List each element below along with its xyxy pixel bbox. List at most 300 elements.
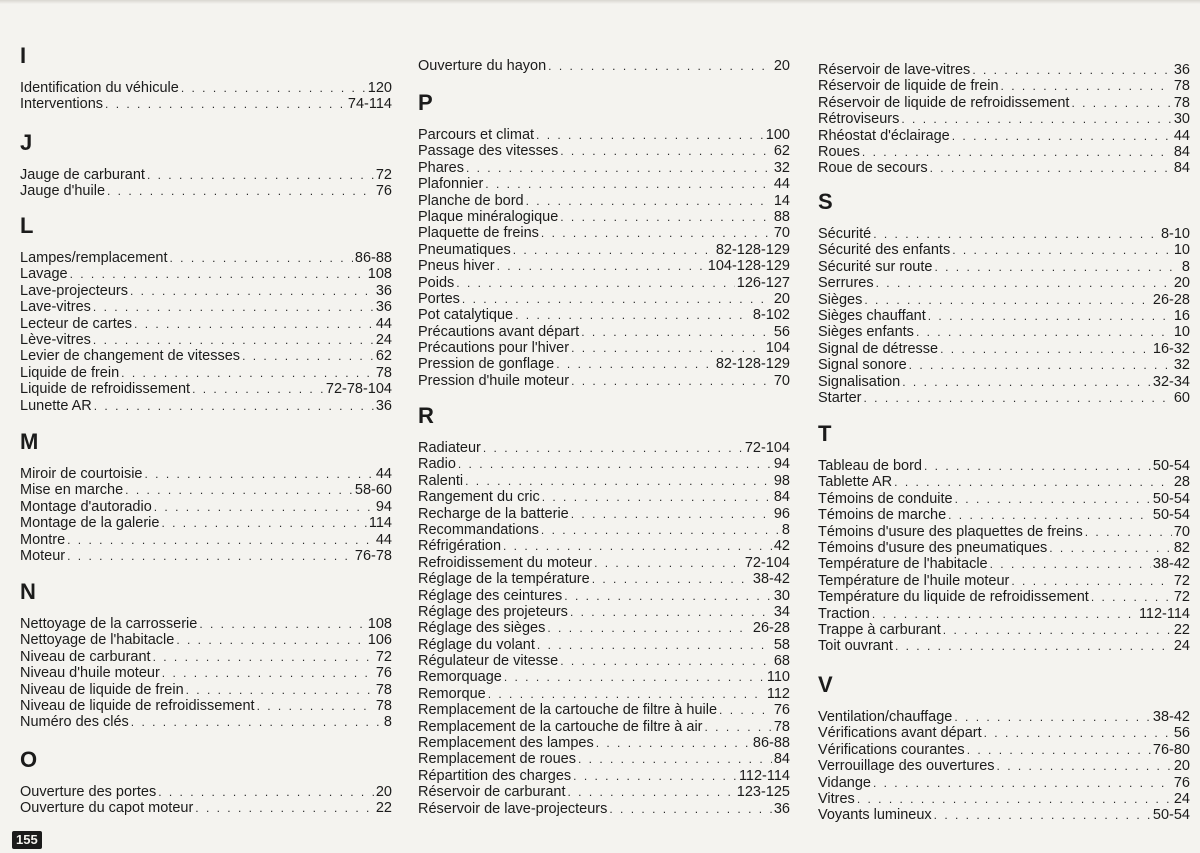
index-entry-term: Température de l'habitacle xyxy=(818,556,988,573)
index-entry-pages: 76-78 xyxy=(354,547,392,564)
index-entry-pages: 16-32 xyxy=(1152,340,1190,357)
dot-leader xyxy=(466,160,772,176)
dot-leader xyxy=(967,742,1151,758)
section-letter-heading: N xyxy=(20,579,36,604)
index-entry xyxy=(20,499,392,515)
index-entry xyxy=(20,266,392,282)
index-entry xyxy=(818,78,1190,94)
index-entry-term: Sécurité des enfants xyxy=(818,242,951,259)
dot-leader xyxy=(131,714,382,730)
index-entry-term: Sécurité sur route xyxy=(818,258,933,275)
index-entry xyxy=(418,324,790,340)
index-entry-pages: 8-102 xyxy=(752,307,790,324)
index-entry-term: Montage de la galerie xyxy=(20,515,160,532)
dot-leader xyxy=(458,456,772,472)
index-entry xyxy=(818,791,1190,807)
index-entry-term: Remorquage xyxy=(418,669,502,686)
index-entry xyxy=(418,242,790,258)
dot-leader xyxy=(195,800,374,816)
index-entry-pages: 34 xyxy=(773,603,790,620)
index-entry-term: Voyants lumineux xyxy=(818,807,932,824)
index-entry-term: Moteur xyxy=(20,547,66,564)
index-entry-pages: 84 xyxy=(1173,160,1190,177)
index-entry-term: Tablette AR xyxy=(818,474,893,491)
index-entry-term: Précautions avant départ xyxy=(418,323,580,340)
dot-leader xyxy=(990,556,1151,572)
dot-leader xyxy=(972,62,1172,78)
section-letter-heading: O xyxy=(20,747,38,772)
index-entry xyxy=(20,381,392,397)
index-entry-term: Signal sonore xyxy=(818,357,907,374)
index-entry-pages: 72-104 xyxy=(744,554,790,571)
section-letter-heading: P xyxy=(418,90,433,115)
index-entry-pages: 108 xyxy=(367,616,392,632)
index-entry-term: Signal de détresse xyxy=(818,340,939,357)
index-entry-term: Niveau de liquide de refroidissement xyxy=(20,697,255,714)
index-entry xyxy=(418,686,790,702)
index-entry-pages: 120 xyxy=(367,80,392,96)
dot-leader xyxy=(542,489,772,505)
index-entry-pages: 78 xyxy=(375,697,392,714)
index-entry xyxy=(20,649,392,665)
index-entry-term: Recharge de la batterie xyxy=(418,505,569,522)
index-entry xyxy=(818,144,1190,160)
index-entry-term: Niveau de liquide de frein xyxy=(20,681,184,698)
dot-leader xyxy=(1001,78,1172,94)
index-entry xyxy=(818,775,1190,791)
index-entry-term: Mise en marche xyxy=(20,482,124,499)
index-entry-pages: 108 xyxy=(367,266,392,283)
index-entry xyxy=(818,95,1190,111)
index-entry-pages: 98 xyxy=(773,472,790,489)
index-entry-pages: 110 xyxy=(766,669,790,686)
index-section-s xyxy=(818,190,1190,406)
index-entry-term: Niveau d'huile moteur xyxy=(20,665,160,682)
index-entry-term: Sièges chauffant xyxy=(818,307,926,324)
index-entry-pages: 84 xyxy=(773,751,790,768)
index-entry-term: Rangement du cric xyxy=(418,489,540,506)
index-entry xyxy=(418,58,790,74)
index-entry-term: Réservoir de liquide de refroidissement xyxy=(818,94,1070,111)
index-entry-term: Lunette AR xyxy=(20,397,92,414)
index-entry-term: Montre xyxy=(20,531,66,548)
index-entry-term: Lave-projecteurs xyxy=(20,282,128,299)
index-entry-pages: 22 xyxy=(1173,621,1190,638)
index-entry-term: Plaquette de freins xyxy=(418,225,539,242)
index-entry-pages: 104-128-129 xyxy=(707,258,790,275)
section-letter-heading: L xyxy=(20,213,34,238)
index-entry-term: Pression de gonflage xyxy=(418,356,555,373)
index-entry-pages: 24 xyxy=(375,331,392,348)
index-entry-pages: 106 xyxy=(367,632,392,649)
dot-leader xyxy=(928,308,1172,324)
dot-leader xyxy=(70,266,366,282)
index-entry-pages: 114 xyxy=(368,515,392,532)
index-entry-term: Rétroviseurs xyxy=(818,111,900,128)
index-entry-term: Réglage des projeteurs xyxy=(418,603,568,620)
index-entry-term: Signalisation xyxy=(818,373,901,390)
index-section-m xyxy=(20,430,392,564)
index-entry-pages: 50-54 xyxy=(1152,490,1190,507)
dot-leader xyxy=(497,258,706,274)
index-entry-pages: 68 xyxy=(773,653,790,670)
index-section-n xyxy=(20,580,392,731)
dot-leader xyxy=(876,275,1172,291)
index-entry-term: Plaque minéralogique xyxy=(418,208,559,225)
index-entry-term: Lève-vitres xyxy=(20,331,91,348)
index-entry xyxy=(20,616,392,632)
index-entry-pages: 86-88 xyxy=(354,250,392,266)
index-entry-term: Réglage des sièges xyxy=(418,620,546,637)
index-entry xyxy=(818,242,1190,258)
index-section-i xyxy=(20,44,392,113)
index-entry xyxy=(20,398,392,414)
index-entry xyxy=(818,160,1190,176)
dot-leader xyxy=(242,348,374,364)
index-entry xyxy=(818,275,1190,291)
index-entry-pages: 8-10 xyxy=(1160,226,1190,242)
index-entry-term: Ouverture des portes xyxy=(20,784,157,800)
dot-leader xyxy=(483,440,743,456)
index-entry-pages: 112-114 xyxy=(1138,605,1190,622)
index-entry-term: Réglage des ceintures xyxy=(418,587,563,604)
index-entry-pages: 38-42 xyxy=(1152,556,1190,573)
index-entry-pages: 32-34 xyxy=(1152,373,1190,390)
page-number: 155 xyxy=(12,831,42,849)
index-entry-pages: 82 xyxy=(1173,539,1190,556)
index-entry-term: Témoins de conduite xyxy=(818,490,953,507)
index-entry-pages: 72-104 xyxy=(744,440,790,456)
index-entry-term: Lampes/remplacement xyxy=(20,250,168,266)
index-entry-pages: 28 xyxy=(1173,474,1190,491)
index-entry xyxy=(418,373,790,389)
dot-leader xyxy=(952,128,1172,144)
index-entry-pages: 72 xyxy=(1173,572,1190,589)
index-entry-pages: 76 xyxy=(773,702,790,719)
dot-leader xyxy=(864,292,1151,308)
index-entry-pages: 10 xyxy=(1173,324,1190,341)
index-entry-pages: 30 xyxy=(1173,111,1190,128)
dot-leader xyxy=(592,571,751,587)
dot-leader xyxy=(105,96,346,112)
index-entry-term: Planche de bord xyxy=(418,192,524,209)
index-entry-term: Lecteur de cartes xyxy=(20,315,133,332)
index-section-r xyxy=(418,404,790,817)
index-entry-term: Température de l'huile moteur xyxy=(818,572,1010,589)
dot-leader xyxy=(571,373,772,389)
index-entry-pages: 62 xyxy=(375,348,392,365)
dot-leader xyxy=(541,225,772,241)
dot-leader xyxy=(162,665,374,681)
index-entry-pages: 36 xyxy=(773,800,790,817)
section-letter-heading: S xyxy=(818,189,833,214)
index-entry-term: Numéro des clés xyxy=(20,714,129,731)
index-entry xyxy=(818,491,1190,507)
index-entry xyxy=(20,466,392,482)
index-entry xyxy=(20,698,392,714)
index-entry-pages: 58-60 xyxy=(354,482,392,499)
index-entry-pages: 72 xyxy=(375,167,392,183)
index-entry xyxy=(418,225,790,241)
dot-leader xyxy=(924,458,1151,474)
index-entry-term: Remplacement de roues xyxy=(418,751,576,768)
index-entry xyxy=(418,620,790,636)
dot-leader xyxy=(581,324,772,340)
index-entry-term: Jauge de carburant xyxy=(20,167,145,183)
dot-leader xyxy=(134,316,374,332)
index-entry-pages: 100 xyxy=(765,127,790,143)
dot-leader xyxy=(548,58,772,74)
index-entry-term: Vérifications courantes xyxy=(818,741,965,758)
index-entry xyxy=(818,62,1190,78)
dot-leader xyxy=(547,620,751,636)
page-top-edge xyxy=(0,0,1200,4)
index-entry-pages: 20 xyxy=(773,58,790,74)
index-entry-pages: 8 xyxy=(781,521,790,538)
index-entry xyxy=(818,573,1190,589)
index-section-l xyxy=(20,214,392,414)
index-entry xyxy=(418,669,790,685)
index-entry xyxy=(20,548,392,564)
index-entry-pages: 56 xyxy=(773,323,790,340)
index-entry xyxy=(418,356,790,372)
index-entry xyxy=(20,632,392,648)
index-entry-term: Liquide de refroidissement xyxy=(20,381,191,398)
index-entry-term: Roues xyxy=(818,143,860,160)
index-entry xyxy=(20,299,392,315)
dot-leader xyxy=(541,522,780,538)
index-entry-pages: 96 xyxy=(773,505,790,522)
index-entry xyxy=(418,604,790,620)
index-entry-term: Sécurité xyxy=(818,226,872,242)
index-entry xyxy=(818,507,1190,523)
dot-leader xyxy=(568,784,735,800)
index-section-j xyxy=(20,131,392,200)
index-entry-pages: 76 xyxy=(375,183,392,200)
dot-leader xyxy=(873,226,1159,242)
index-entry-pages: 78 xyxy=(375,364,392,381)
dot-leader xyxy=(121,365,374,381)
index-entry-pages: 70 xyxy=(1173,523,1190,540)
index-entry xyxy=(418,653,790,669)
index-entry-pages: 86-88 xyxy=(752,735,790,752)
index-entry-pages: 72-78-104 xyxy=(325,381,392,398)
dot-leader xyxy=(161,515,366,531)
index-entry-term: Ventilation/chauffage xyxy=(818,709,953,725)
index-section-p xyxy=(418,91,790,389)
index-entry-term: Vérifications avant départ xyxy=(818,725,982,742)
dot-leader xyxy=(857,791,1172,807)
index-entry-term: Réservoir de lave-projecteurs xyxy=(418,800,608,817)
index-section-continued xyxy=(418,58,790,74)
index-entry-pages: 70 xyxy=(773,372,790,389)
index-entry xyxy=(418,522,790,538)
index-entry-term: Levier de changement de vitesses xyxy=(20,348,241,365)
index-entry xyxy=(418,735,790,751)
index-entry xyxy=(818,606,1190,622)
index-entry-term: Répartition des charges xyxy=(418,767,572,784)
index-entry xyxy=(818,128,1190,144)
dot-leader xyxy=(93,299,374,315)
dot-leader xyxy=(719,702,772,718)
index-entry xyxy=(20,532,392,548)
index-entry xyxy=(818,374,1190,390)
index-entry-pages: 44 xyxy=(375,315,392,332)
dot-leader xyxy=(705,719,772,735)
index-entry xyxy=(818,474,1190,490)
index-entry-term: Réfrigération xyxy=(418,538,502,555)
index-entry-term: Réservoir de carburant xyxy=(418,784,566,801)
dot-leader xyxy=(872,606,1137,622)
dot-leader xyxy=(955,491,1151,507)
index-section-continued xyxy=(818,62,1190,177)
index-entry xyxy=(818,638,1190,654)
index-entry xyxy=(818,807,1190,823)
section-letter-heading: V xyxy=(818,672,833,697)
dot-leader xyxy=(578,751,772,767)
index-entry-pages: 78 xyxy=(1173,78,1190,95)
index-entry-term: Remplacement des lampes xyxy=(418,735,594,752)
dot-leader xyxy=(186,682,374,698)
index-entry-pages: 30 xyxy=(773,587,790,604)
index-entry xyxy=(818,709,1190,725)
index-entry xyxy=(418,506,790,522)
index-entry-term: Recommandations xyxy=(418,521,539,538)
index-entry xyxy=(418,258,790,274)
index-entry-term: Miroir de courtoisie xyxy=(20,466,143,482)
index-entry-pages: 14 xyxy=(773,192,790,209)
index-entry-term: Passage des vitesses xyxy=(418,143,559,160)
dot-leader xyxy=(894,474,1172,490)
dot-leader xyxy=(158,784,374,800)
dot-leader xyxy=(873,775,1172,791)
index-entry xyxy=(20,332,392,348)
section-letter-heading: I xyxy=(20,43,27,68)
index-entry-term: Jauge d'huile xyxy=(20,183,106,200)
index-entry xyxy=(20,250,392,266)
dot-leader xyxy=(560,653,772,669)
dot-leader xyxy=(1091,589,1172,605)
dot-leader xyxy=(456,275,735,291)
index-entry-pages: 78 xyxy=(1173,94,1190,111)
section-letter-heading: J xyxy=(20,130,33,155)
index-entry-term: Lavage xyxy=(20,266,68,283)
index-entry-term: Vidange xyxy=(818,774,871,791)
index-entry-pages: 44 xyxy=(1173,127,1190,144)
index-entry-pages: 58 xyxy=(773,636,790,653)
index-entry-term: Montage d'autoradio xyxy=(20,498,152,515)
index-entry-term: Pot catalytique xyxy=(418,307,514,324)
index-entry-pages: 126-127 xyxy=(736,274,790,291)
index-entry-term: Plafonnier xyxy=(418,176,484,193)
index-entry-term: Ouverture du hayon xyxy=(418,58,547,74)
index-entry xyxy=(418,176,790,192)
index-entry xyxy=(818,390,1190,406)
index-entry-pages: 62 xyxy=(773,143,790,160)
index-entry xyxy=(818,458,1190,474)
index-entry xyxy=(418,473,790,489)
index-entry-pages: 36 xyxy=(375,397,392,414)
index-entry xyxy=(818,111,1190,127)
index-entry xyxy=(418,571,790,587)
index-entry-pages: 104 xyxy=(765,340,790,357)
index-entry-pages: 20 xyxy=(773,290,790,307)
index-entry xyxy=(418,637,790,653)
index-entry-pages: 76 xyxy=(375,665,392,682)
index-entry xyxy=(418,340,790,356)
index-entry-pages: 16 xyxy=(1173,307,1190,324)
dot-leader xyxy=(503,538,772,554)
index-entry-term: Témoins d'usure des plaquettes de freins xyxy=(818,523,1083,540)
dot-leader xyxy=(571,340,764,356)
dot-leader xyxy=(571,506,772,522)
index-entry-term: Remorque xyxy=(418,685,486,702)
index-entry xyxy=(20,283,392,299)
index-entry xyxy=(818,259,1190,275)
index-entry xyxy=(20,167,392,183)
index-entry xyxy=(818,556,1190,572)
dot-leader xyxy=(1011,573,1171,589)
index-section-t xyxy=(818,422,1190,655)
index-entry-pages: 56 xyxy=(1173,725,1190,742)
index-entry-pages: 26-28 xyxy=(1152,291,1190,308)
index-entry-term: Parcours et climat xyxy=(418,127,535,143)
index-entry xyxy=(418,702,790,718)
dot-leader xyxy=(909,357,1172,373)
index-entry-term: Nettoyage de la carrosserie xyxy=(20,616,198,632)
index-entry-pages: 72 xyxy=(1173,589,1190,606)
dot-leader xyxy=(954,709,1151,725)
index-entry-pages: 123-125 xyxy=(736,784,790,801)
index-entry-term: Poids xyxy=(418,274,455,291)
index-entry xyxy=(20,96,392,112)
dot-leader xyxy=(609,801,771,817)
index-section-o xyxy=(20,748,392,817)
index-entry-pages: 78 xyxy=(773,718,790,735)
index-entry xyxy=(20,316,392,332)
index-entry-term: Serrures xyxy=(818,275,874,292)
index-entry-term: Starter xyxy=(818,389,862,406)
index-entry xyxy=(418,801,790,817)
index-entry-term: Précautions pour l'hiver xyxy=(418,340,570,357)
index-entry-term: Température du liquide de refroidissement xyxy=(818,589,1089,606)
index-entry-term: Radiateur xyxy=(418,440,481,456)
index-entry xyxy=(818,226,1190,242)
index-entry xyxy=(818,742,1190,758)
dot-leader xyxy=(515,307,751,323)
index-entry-pages: 50-54 xyxy=(1152,807,1190,824)
index-entry-term: Remplacement de la cartouche de filtre à air xyxy=(418,718,703,735)
index-entry xyxy=(418,538,790,554)
dot-leader xyxy=(916,324,1172,340)
dot-leader xyxy=(67,532,374,548)
index-entry xyxy=(418,456,790,472)
index-entry-pages: 76-80 xyxy=(1152,741,1190,758)
index-entry-pages: 20 xyxy=(1173,758,1190,775)
index-entry xyxy=(818,524,1190,540)
index-entry-term: Portes xyxy=(418,290,460,307)
index-entry-pages: 20 xyxy=(375,784,392,800)
index-entry xyxy=(818,622,1190,638)
index-entry xyxy=(418,307,790,323)
index-entry-term: Phares xyxy=(418,159,464,176)
dot-leader xyxy=(504,669,765,685)
index-entry-term: Nettoyage de l'habitacle xyxy=(20,632,175,649)
index-entry xyxy=(418,127,790,143)
index-entry xyxy=(418,784,790,800)
dot-leader xyxy=(952,242,1172,258)
index-entry xyxy=(20,682,392,698)
